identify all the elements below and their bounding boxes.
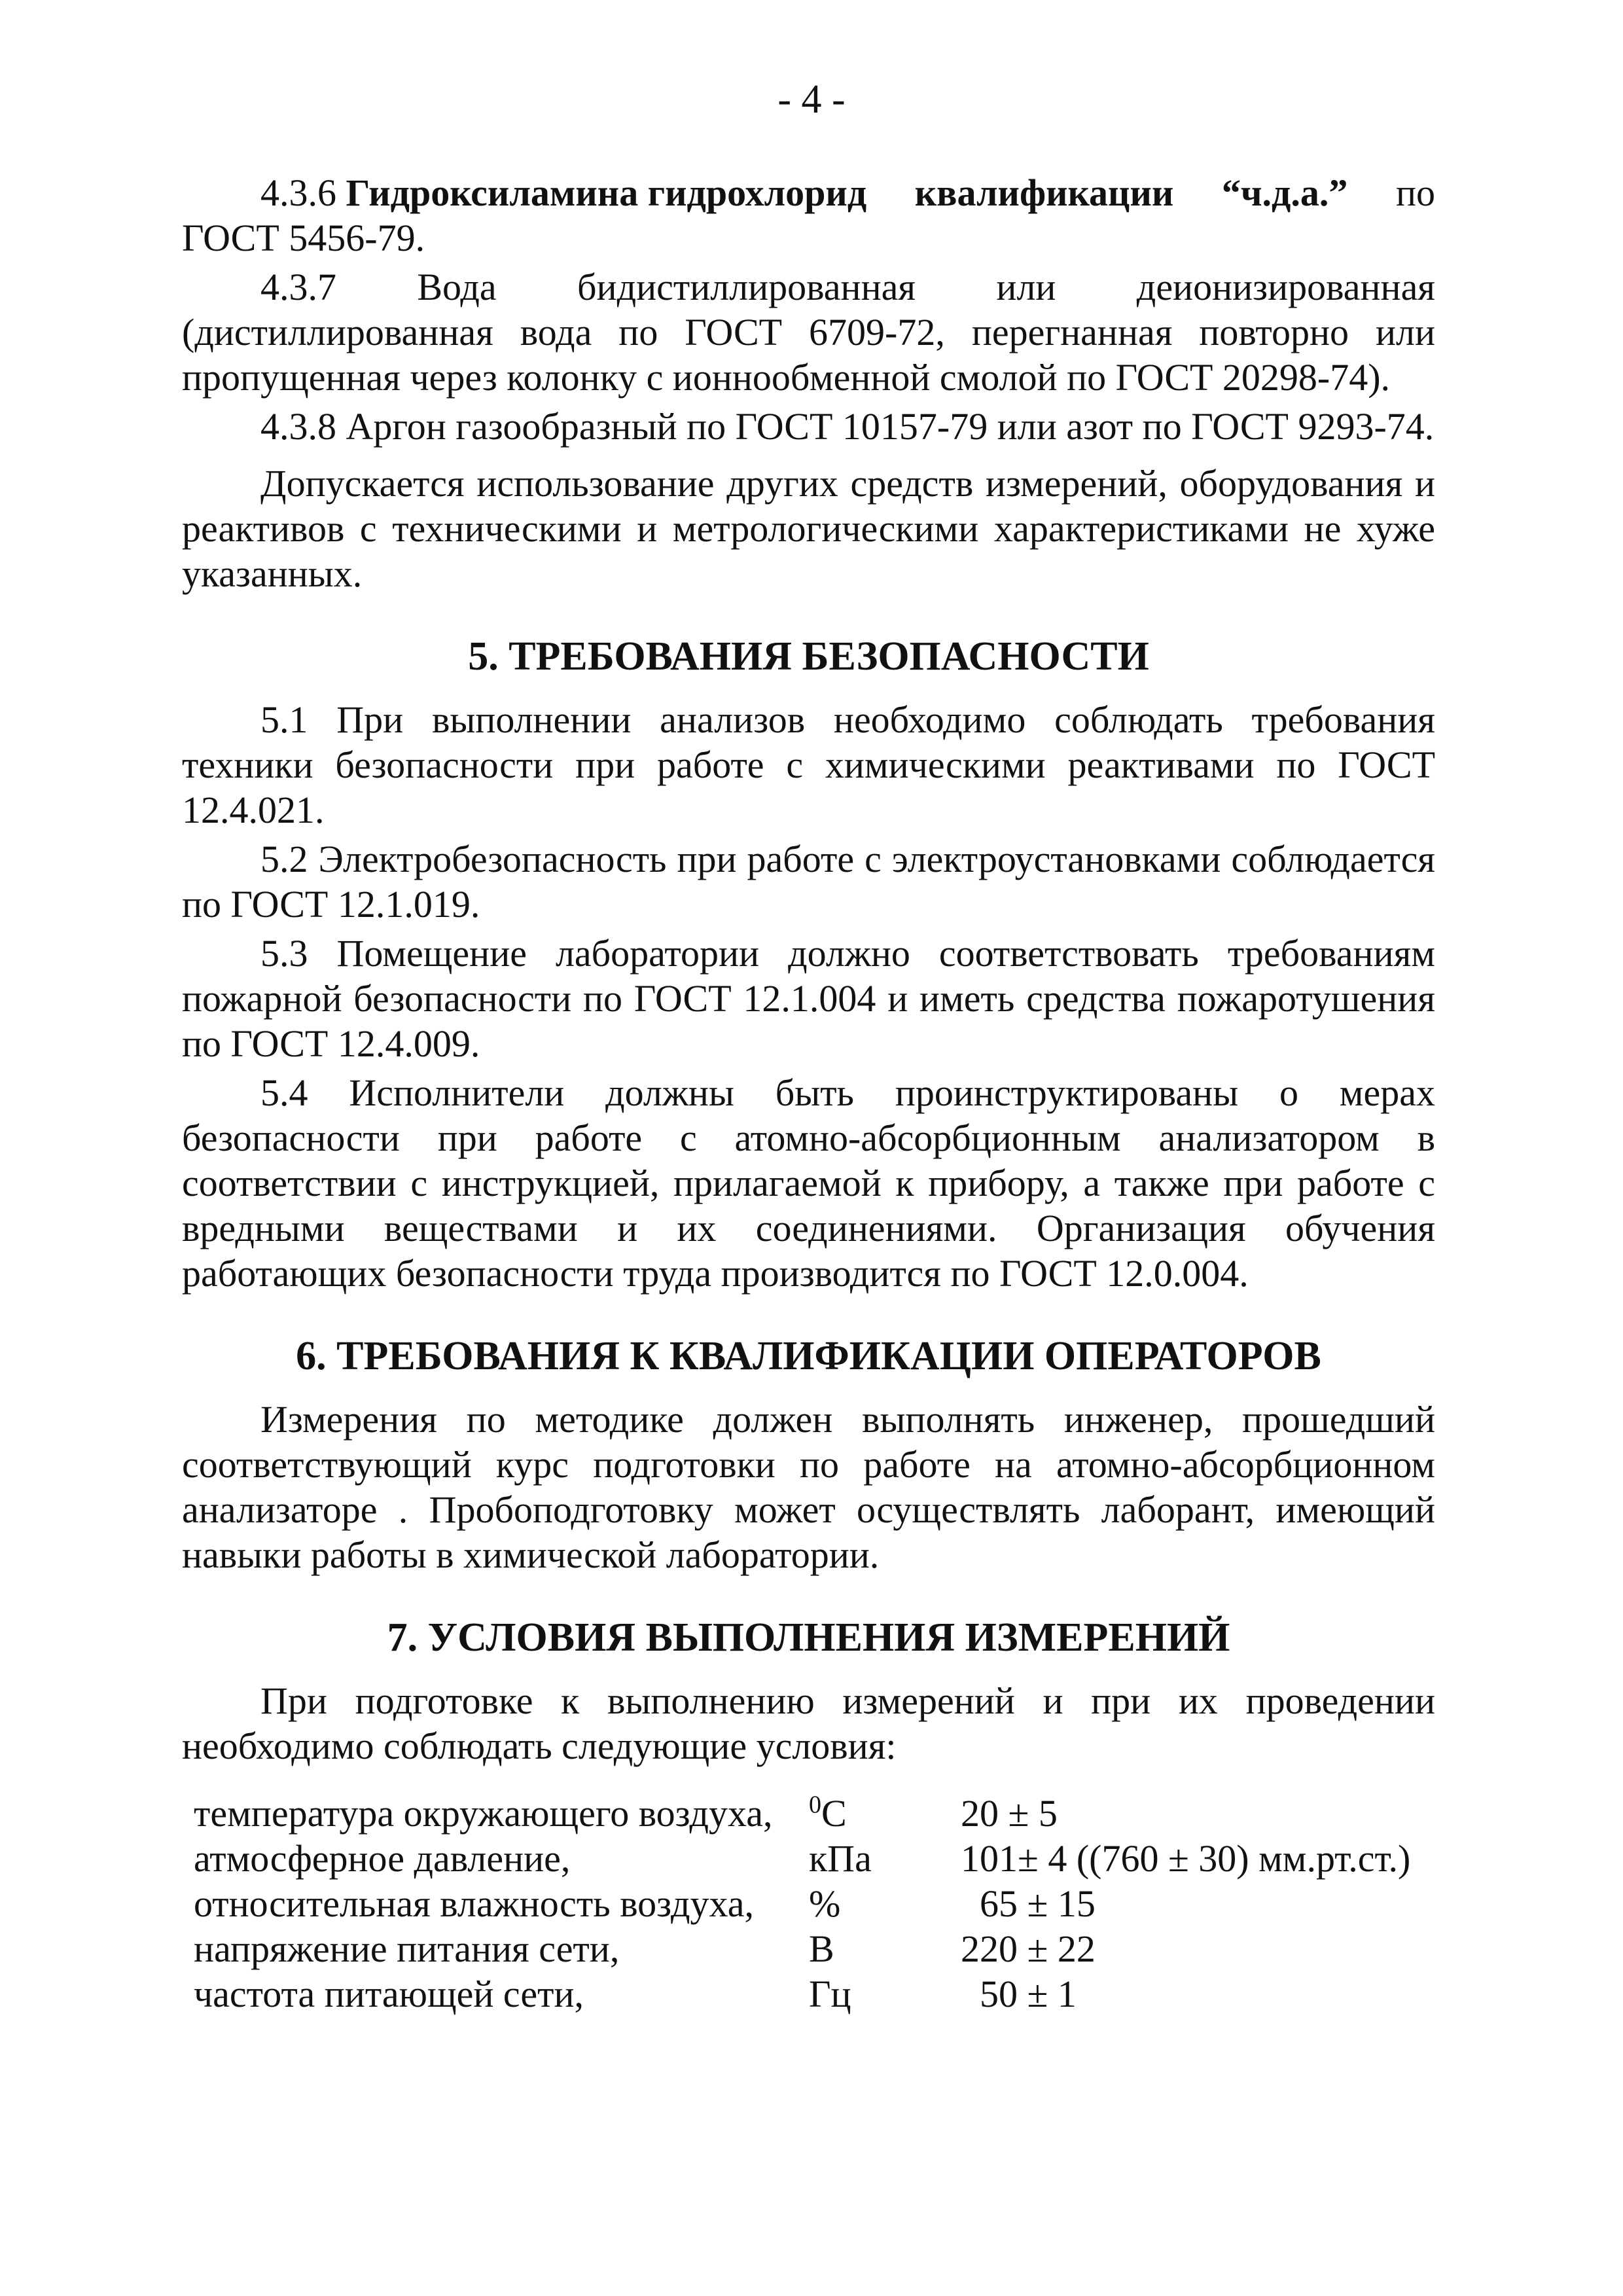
condition-value: 101± 4 ((760 ± 30) мм.рт.ст.) (961, 1837, 1411, 1880)
page-number: - 4 - (777, 77, 846, 122)
condition-value: 50 ± 1 (961, 1973, 1077, 2015)
condition-unit: В (809, 1928, 834, 1970)
condition-name: атмосферное давление, (194, 1837, 571, 1880)
paragraph-5-4: 5.4 Исполнители должны быть проинструктированы о мерах безопасности при работе с атомно-абсорбционным анализатором в соответствии с инструкцией, прилагаемой к прибору, а также при работе с вредными веществами и их соединениями. Организация обучения работающих безопасности труда производится по ГОСТ 12.0.004. (182, 1071, 1435, 1295)
paragraph-4-3-6-line1 (182, 170, 1435, 215)
paragraph-4-3-7: 4.3.7 Вода бидистиллированная или деионизированная (дистиллированная вода по ГОСТ 6709-72, перегнанная повторно или пропущенная через колонку с ионнообменной смолой по ГОСТ 20298-74). (182, 266, 1435, 399)
paragraph-5-1: 5.1 При выполнении анализов необходимо соблюдать требования техники безопасности при работе с химическими реактивами по ГОСТ 12.4.021. (182, 698, 1435, 831)
paragraph-5-2: 5.2 Электробезопасность при работе с электроустановками соблюдается по ГОСТ 12.1.019. (182, 838, 1435, 925)
paragraph-6: Измерения по методике должен выполнять инженер, прошедший соответствующий курс подготовки по работе на атомно-абсорбционном анализаторе . Пробоподготовку может осуществлять лаборант, имеющий навыки работы в химической лаборатории. (182, 1398, 1435, 1576)
paragraph-5-3: 5.3 Помещение лаборатории должно соответствовать требованиям пожарной безопасности по ГОСТ 12.1.004 и иметь средства пожаротушения по ГОСТ 12.4.009. (182, 932, 1435, 1065)
condition-unit: Гц (809, 1973, 851, 2015)
condition-name: частота питающей сети, (194, 1973, 584, 2015)
table-row (194, 1926, 1432, 1971)
unit-text: С (821, 1792, 847, 1835)
condition-name: напряжение питания сети, (194, 1928, 620, 1970)
p436-by: по (1395, 171, 1435, 214)
table-row (194, 1836, 1432, 1881)
p436-reagent-name: Гидроксиламина гидрохлорид (346, 171, 867, 214)
condition-unit: кПа (809, 1837, 872, 1880)
section-5-heading: 5. ТРЕБОВАНИЯ БЕЗОПАСНОСТИ (468, 634, 1149, 679)
paragraph-allowed-substitutes: Допускается использование других средств измерений, оборудования и реактивов с техническими и метрологическими характеристиками не хуже указанных. (182, 462, 1435, 595)
condition-name: температура окружающего воздуха, (194, 1792, 773, 1835)
p436-lead (260, 170, 866, 215)
page-content (182, 170, 1435, 2017)
p436-qualification: квалификации (914, 171, 1174, 214)
unit-superscript: 0 (809, 1791, 821, 1819)
table-row (194, 1971, 1432, 2017)
p436-grade: “ч.д.а.” (1221, 171, 1348, 214)
p436-number: 4.3.6 (260, 171, 336, 214)
section-7-heading: 7. УСЛОВИЯ ВЫПОЛНЕНИЯ ИЗМЕРЕНИЙ (387, 1615, 1230, 1660)
condition-value: 20 ± 5 (961, 1792, 1058, 1835)
paragraph-7: При подготовке к выполнению измерений и при их проведении необходимо соблюдать следующие условия: (182, 1679, 1435, 1767)
condition-name: относительная влажность воздуха, (194, 1882, 755, 1925)
condition-value: 220 ± 22 (961, 1928, 1096, 1970)
table-row (194, 1791, 1432, 1836)
conditions-table (194, 1791, 1432, 2017)
paragraph-4-3-6-line2: ГОСТ 5456-79. (182, 217, 425, 259)
condition-unit (809, 1791, 961, 1836)
table-row (194, 1881, 1432, 1926)
condition-value: 65 ± 15 (961, 1882, 1096, 1925)
condition-unit: % (809, 1882, 841, 1925)
section-6-heading: 6. ТРЕБОВАНИЯ К КВАЛИФИКАЦИИ ОПЕРАТОРОВ (296, 1334, 1321, 1378)
paragraph-4-3-8: 4.3.8 Аргон газообразный по ГОСТ 10157-79 или азот по ГОСТ 9293-74. (260, 405, 1435, 448)
